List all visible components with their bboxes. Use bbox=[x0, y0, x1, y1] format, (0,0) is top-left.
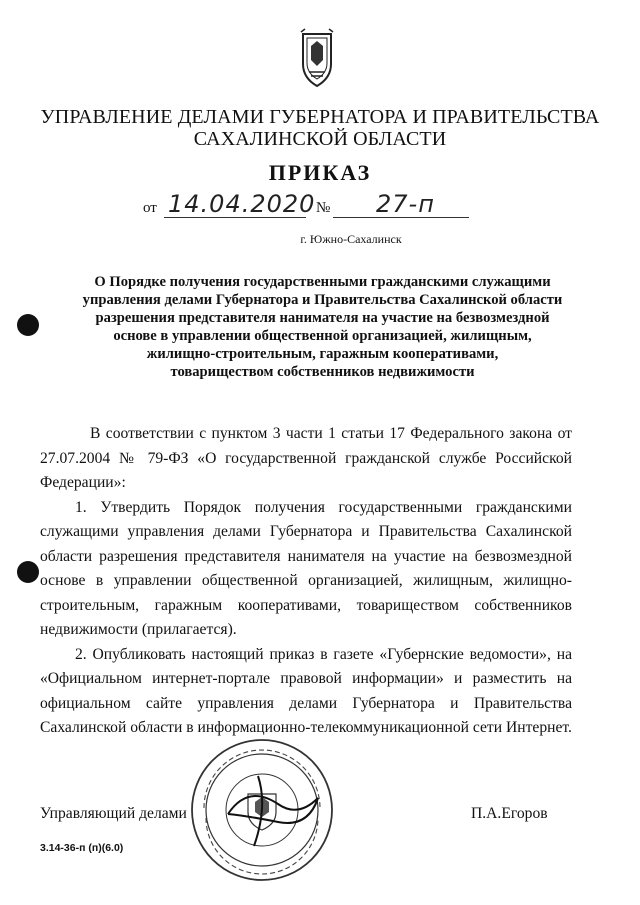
coat-of-arms-emblem bbox=[297, 28, 337, 92]
item-2-paragraph: 2. Опубликовать настоящий приказ в газете «Губернские ведомости», на «Официальном интернет-портале правовой информации» и разместить на официальном сайте управления делами Губернатора и Правительства Сахалинской области в информационно-телекоммуникационной сети Интернет. bbox=[40, 645, 572, 736]
title-line: управления делами Губернатора и Правительства Сахалинской области bbox=[82, 292, 563, 308]
title-line: жилищно-строительным, гаражным кооперативами, bbox=[146, 346, 499, 362]
title-line: О Порядке получения государственными гражданскими служащими bbox=[94, 274, 551, 290]
handwritten-date: 14.04.2020 bbox=[168, 190, 316, 218]
agency-name-line2: САХАЛИНСКОЙ ОБЛАСТИ bbox=[193, 128, 447, 150]
agency-name bbox=[40, 106, 600, 150]
document-type: ПРИКАЗ bbox=[268, 160, 372, 185]
official-seal-stamp bbox=[188, 736, 336, 884]
preamble-paragraph: В соответствии с пунктом 3 части 1 статьи 17 Федерального закона от 27.07.2004 № 79-ФЗ «О государственной гражданской службе Российской Федерации»: bbox=[40, 425, 572, 491]
document-title bbox=[60, 273, 585, 381]
signatory-position: Управляющий делами bbox=[40, 805, 187, 822]
title-line: основе в управлении общественной организацией, жилищным, bbox=[113, 328, 532, 344]
city: г. Южно-Сахалинск bbox=[300, 232, 402, 246]
number-prefix: № bbox=[316, 200, 331, 216]
date-number-row bbox=[140, 192, 480, 220]
document-code: 3.14-36-п (п)(6.0) bbox=[40, 842, 124, 854]
signatory-name: П.А.Егоров bbox=[471, 805, 548, 822]
document-body bbox=[40, 422, 572, 741]
item-1-paragraph: 1. Утвердить Порядок получения государственными гражданскими служащими управления делами Губернатора и Правительства Сахалинской области разрешения представителя нанимателя на участие на безвозмездной основе в управлении общественной организацией, жилищным, жилищно-строительным, гаражным кооперативами, товариществом собственников недвижимости (прилагается). bbox=[40, 498, 572, 638]
title-line: разрешения представителя нанимателя на участие на безвозмездной bbox=[95, 310, 550, 326]
agency-name-line1: УПРАВЛЕНИЕ ДЕЛАМИ ГУБЕРНАТОРА И ПРАВИТЕЛЬСТВА bbox=[40, 106, 600, 128]
date-prefix: от bbox=[143, 200, 157, 216]
title-line: товариществом собственников недвижимости bbox=[170, 364, 475, 380]
handwritten-number: 27-п bbox=[376, 190, 435, 218]
punch-hole-bottom bbox=[17, 561, 39, 583]
punch-hole-top bbox=[17, 314, 39, 336]
